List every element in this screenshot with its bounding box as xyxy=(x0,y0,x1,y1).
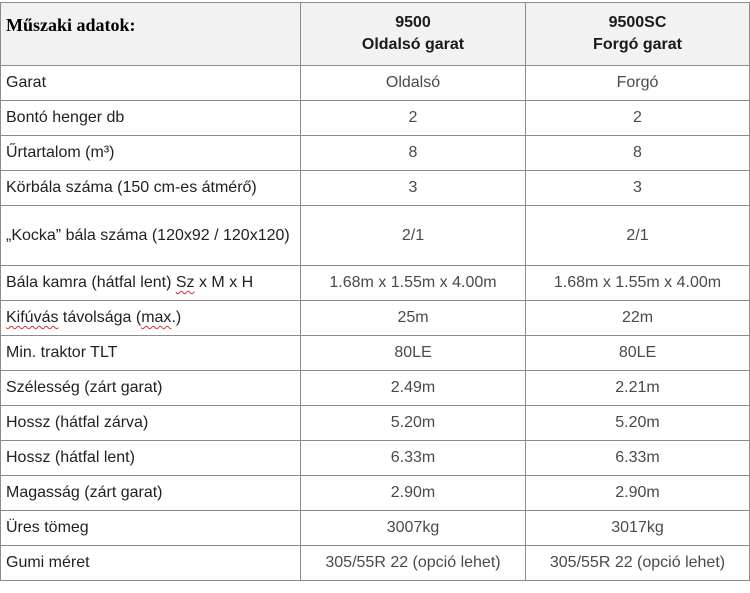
column-type: Forgó garat xyxy=(593,36,682,53)
spec-header-row xyxy=(1,3,750,66)
column-header-9500 xyxy=(301,3,526,66)
value-9500: 25m xyxy=(301,301,526,336)
value-9500sc: 2 xyxy=(526,101,750,136)
value-9500: 80LE xyxy=(301,336,526,371)
value-9500sc: 2/1 xyxy=(526,206,750,266)
spec-row-ures-tomeg xyxy=(1,511,750,546)
value-9500sc: 3 xyxy=(526,171,750,206)
value-9500: 2/1 xyxy=(301,206,526,266)
param-label: Űrtartalom (m³) xyxy=(1,136,301,171)
value-9500: 8 xyxy=(301,136,526,171)
spec-row-szelesseg xyxy=(1,371,750,406)
value-9500sc: 2.21m xyxy=(526,371,750,406)
param-label-part: .) xyxy=(171,309,182,326)
value-9500: 3007kg xyxy=(301,511,526,546)
column-model: 9500SC xyxy=(608,14,667,31)
value-9500: 2.49m xyxy=(301,371,526,406)
value-9500: 1.68m x 1.55m x 4.00m xyxy=(301,266,526,301)
spec-row-kocka-bala xyxy=(1,206,750,266)
column-type: Oldalsó garat xyxy=(361,36,465,53)
spellcheck-flagged-word: Sz xyxy=(175,274,195,291)
value-9500: 2 xyxy=(301,101,526,136)
spec-table xyxy=(0,2,750,581)
param-label: Magasság (zárt garat) xyxy=(1,476,301,511)
value-9500sc: 5.20m xyxy=(526,406,750,441)
spec-row-traktor xyxy=(1,336,750,371)
column-header-9500sc xyxy=(526,3,750,66)
value-9500sc: 22m xyxy=(526,301,750,336)
param-label: Gumi méret xyxy=(1,546,301,581)
param-label-part: távolsága ( xyxy=(58,309,142,326)
value-9500sc: 305/55R 22 (opció lehet) xyxy=(526,546,750,581)
spec-row-magassag xyxy=(1,476,750,511)
param-label xyxy=(1,301,301,336)
spec-table-title: Műszaki adatok: xyxy=(1,3,301,66)
value-9500sc: 8 xyxy=(526,136,750,171)
value-9500sc: 2.90m xyxy=(526,476,750,511)
value-9500: 3 xyxy=(301,171,526,206)
param-label: Hossz (hátfal zárva) xyxy=(1,406,301,441)
param-label: Min. traktor TLT xyxy=(1,336,301,371)
spec-row-garat xyxy=(1,66,750,101)
value-9500: 305/55R 22 (opció lehet) xyxy=(301,546,526,581)
param-label: Bontó henger db xyxy=(1,101,301,136)
column-model: 9500 xyxy=(395,14,431,31)
param-label: Garat xyxy=(1,66,301,101)
value-9500sc: 6.33m xyxy=(526,441,750,476)
param-label xyxy=(1,266,301,301)
value-9500: 2.90m xyxy=(301,476,526,511)
spec-row-korbala xyxy=(1,171,750,206)
param-label: Üres tömeg xyxy=(1,511,301,546)
value-9500: 6.33m xyxy=(301,441,526,476)
spec-row-hossz-lent xyxy=(1,441,750,476)
spellcheck-flagged-word: max xyxy=(141,309,172,326)
spec-row-bala-kamra xyxy=(1,266,750,301)
value-9500sc: 80LE xyxy=(526,336,750,371)
spec-row-kifuvas xyxy=(1,301,750,336)
value-9500: Oldalsó xyxy=(301,66,526,101)
value-9500sc: Forgó xyxy=(526,66,750,101)
param-label-part: Bála kamra (hátfal lent) xyxy=(6,274,176,291)
param-label: „Kocka” bála száma (120x92 / 120x120) xyxy=(1,206,301,266)
spec-row-bonto-henger xyxy=(1,101,750,136)
spec-row-hossz-zarva xyxy=(1,406,750,441)
param-label: Körbála száma (150 cm-es átmérő) xyxy=(1,171,301,206)
value-9500: 5.20m xyxy=(301,406,526,441)
spellcheck-flagged-word: Kifúvás xyxy=(6,309,59,326)
param-label: Szélesség (zárt garat) xyxy=(1,371,301,406)
param-label-part: x M x H xyxy=(194,274,254,291)
value-9500sc: 3017kg xyxy=(526,511,750,546)
spec-row-urtartalom xyxy=(1,136,750,171)
value-9500sc: 1.68m x 1.55m x 4.00m xyxy=(526,266,750,301)
spec-row-gumi xyxy=(1,546,750,581)
param-label: Hossz (hátfal lent) xyxy=(1,441,301,476)
